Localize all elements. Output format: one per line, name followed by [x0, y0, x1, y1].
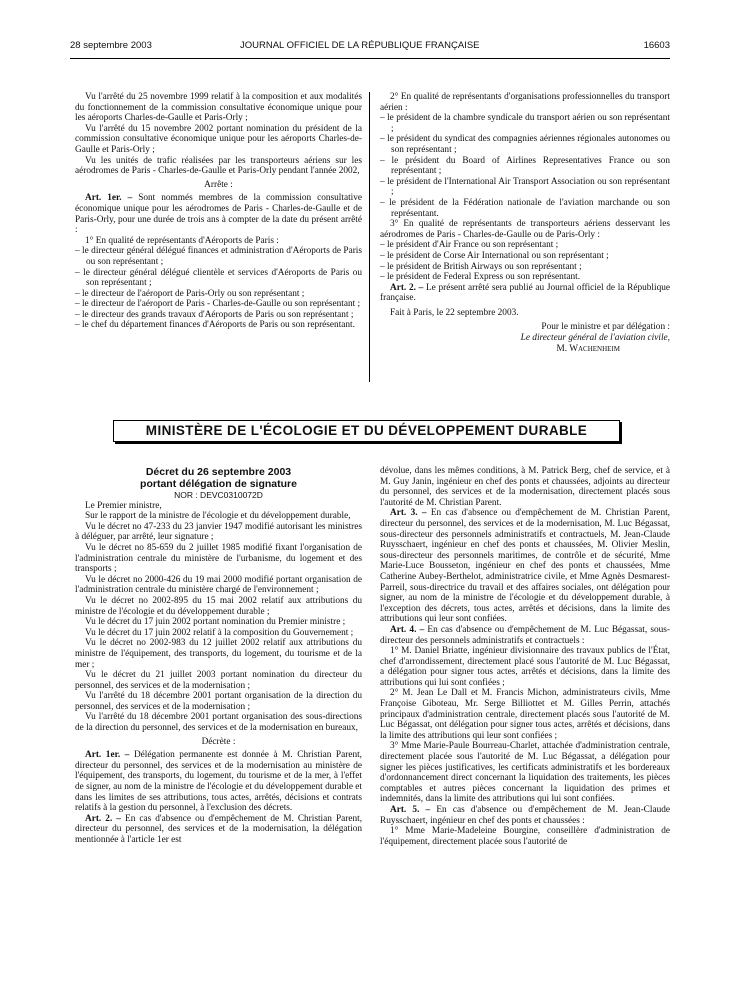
decree-article-3: [380, 508, 670, 625]
list-item: – le président du Board of Airlines Representatives France ou son représentant ;: [380, 155, 670, 177]
decree-subtitle: portant délégation de signature: [140, 478, 297, 490]
article-1: [75, 193, 362, 235]
decrete-heading: Décrète :: [201, 736, 236, 747]
visa: Vu l'arrêté du 18 décembre 2001 portant organisation des sous-directions de la direction du personnel, des services et de la modernisation en bureaux,: [75, 712, 362, 734]
bottom-right-column: [380, 466, 670, 847]
top-left-column: [75, 92, 362, 331]
arrete-heading: Arrête :: [204, 179, 233, 190]
paragraph: dévolue, dans les mêmes conditions, à M. Patrick Berg, chef de service, et à M. Guy Janin, ingénieur en chef des ponts et chaussées, adjoints au directeur du personnel, des services et de la modernisation, directement placés sous l'autorité de M. Christian Parent.: [380, 466, 670, 508]
list-item: – le président de l'International Air Transport Association ou son représentant ;: [380, 176, 670, 198]
article-text: En cas d'absence ou d'empêchement de M. Jean-Claude Ruysschaert, ingénieur en chef des ponts et chaussées :: [380, 805, 670, 826]
visa: Vu le décret du 17 juin 2002 portant nomination du Premier ministre ;: [85, 617, 346, 628]
article-text: En cas d'absence ou d'empêchement de M. Luc Bégassat, sous-directeur des personnels administratifs et contractuels :: [380, 624, 670, 646]
list-item: – le président d'Air France ou son représentant ;: [380, 240, 559, 251]
nor-reference: NOR : DEVC0310072D: [174, 490, 263, 500]
article-label: Art. 3. –: [390, 508, 427, 519]
article-label: Art. 1er. –: [85, 750, 130, 761]
decree-title: Décret du 26 septembre 2003: [145, 466, 292, 478]
list-item: – le directeur des grands travaux d'Aéroports de Paris ou son représentant ;: [75, 309, 354, 320]
visa: Vu l'arrêté du 25 novembre 1999 relatif à la composition et aux modalités du fonctionnement de la commission consultative économique unique pour les aéroports Charles-de-Gaulle et Paris-Orly ;: [75, 92, 362, 124]
page-header: [70, 40, 670, 56]
list-item: – le président de la chambre syndicale du transport aérien ou son représentant ;: [380, 113, 670, 134]
fait-line: Fait à Paris, le 22 septembre 2003.: [390, 307, 519, 318]
visa: Vu le décret du 17 juin 2002 relatif à la composition du Gouvernement ;: [85, 627, 354, 638]
decree-article-4: [380, 625, 670, 646]
header-journal-title: JOURNAL OFFICIEL DE LA RÉPUBLIQUE FRANÇAISE: [240, 40, 480, 51]
visa: Sur le rapport de la ministre de l'écologie et du développement durable,: [85, 511, 351, 522]
signature-name: M. Wachenheim: [556, 343, 620, 354]
header-date: 28 septembre 2003: [70, 40, 152, 51]
visa: Vu le décret du 21 juillet 2003 portant nomination du directeur du personnel, des services et de la modernisation ;: [75, 670, 362, 691]
article-label: Art. 5. –: [390, 805, 431, 815]
bottom-left-column: [75, 466, 362, 846]
header-page-number: 16603: [643, 40, 670, 51]
visa: Vu l'arrêté du 15 novembre 2002 portant nomination du président de la commission consultative économique unique pour les aéroports Charles-de-Gaulle et Paris-Orly ;: [75, 123, 362, 155]
article-text: En cas d'absence ou d'empêchement de M. Christian Parent, directeur du personnel, des services et de la modernisation, M. Luc Bégassat, sous-directeur des personnels administratifs et contractuels, M. Jean-Claude Ruysschaert, ingénieur en chef des ponts et chaussées, M. Olivier Meslin, sous-directeur des personnels maritimes, de contrôle et de sécurité, Mme Marie-Luce Bousseton, ingénieur en chef des ponts et chaussées, Mme Catherine Aubey-Berthelot, administratrice civile, et Mme Agnès Desmarest-Parreil, sous-directrice du travail et des affaires sociales, ont délégation pour signer, au nom de la ministre de l'écologie et du développement durable, à l'exception des décrets, tous actes, arrêtés et décisions, dans la limite des attributions qui leur sont confiées.: [380, 508, 670, 625]
signature-line: Pour le ministre et par délégation :: [541, 322, 670, 333]
visa: Vu les unités de trafic réalisées par les transporteurs aériens sur les aérodromes de Paris - Charles-de-Gaulle et Paris-Orly pendant l'année 2002,: [75, 155, 362, 177]
list-item: – le directeur de l'aéroport de Paris-Orly ou son représentant ;: [75, 288, 305, 299]
article-label: Art. 2. –: [390, 282, 424, 293]
list-item: 1° M. Daniel Briatte, ingénieur divisionnaire des travaux publics de l'État, chef d'arrondissement, directement placé sous l'autorité de M. Luc Bégassat, a délégation pour signer tous actes, arrêtés et décisions, dans la limite des attributions qui lui sont confiées ;: [380, 646, 670, 688]
ministry-banner: MINISTÈRE DE L'ÉCOLOGIE ET DU DÉVELOPPEMENT DURABLE: [113, 420, 620, 442]
visa: Vu le décret no 47-233 du 23 janvier 1947 modifié autorisant les ministres à déléguer, par arrêté, leur signature ;: [75, 521, 362, 543]
list-item: – le président de la Fédération nationale de l'aviation marchande ou son représentant.: [380, 197, 670, 219]
signature-title: Le directeur général de l'aviation civile,: [520, 333, 670, 344]
article-label: Art. 4. –: [390, 624, 425, 635]
paragraph: 1° En qualité de représentants d'Aéroports de Paris :: [85, 235, 279, 246]
list-item: – le directeur général délégué finances et administration d'Aéroports de Paris ou son représentant ;: [75, 246, 362, 267]
top-right-column: [380, 92, 670, 354]
list-item: 1° Mme Marie-Madeleine Bourgine, conseillère d'administration de l'équipement, directement placée sous l'autorité de: [380, 826, 670, 847]
list-item: – le président de Federal Express ou son représentant.: [380, 272, 581, 283]
decree-article-5: [380, 805, 670, 826]
visa: Le Premier ministre,: [85, 500, 162, 511]
list-item: 2° M. Jean Le Dall et M. Francis Michon, administrateurs civils, Mme Françoise Giboteau, Mr. Serge Billiottet et M. Gilles Perrin, attachés principaux d'administration centrale, directement placés sous l'autorité de M. Luc Bégassat, ont délégation pour signer tous actes, arrêtés et décisions, dans la limite des attributions qui leur sont confiées ;: [380, 688, 670, 741]
list-item: – le président de British Airways ou son représentant ;: [380, 261, 582, 272]
column-divider: [369, 92, 370, 382]
decree-article-2: [75, 814, 362, 846]
article-text: En cas d'absence ou d'empêchement de M. Christian Parent, directeur du personnel, des services et de la modernisation, la délégation mentionnée à l'article 1er est: [75, 813, 363, 845]
header-rule: [70, 58, 670, 59]
visa: Vu le décret no 2002-895 du 15 mai 2002 relatif aux attributions du ministre de l'écologie et du développement durable ;: [75, 595, 362, 617]
article-label: Art. 1er. –: [85, 193, 133, 204]
visa: Vu le décret no 2000-426 du 19 mai 2000 modifié portant organisation de l'administration centrale du ministère chargé de l'environnement ;: [75, 574, 362, 596]
article-text: Délégation permanente est donnée à M. Christian Parent, directeur du personnel, des services et de la modernisation au ministère de l'équipement, des transports, du logement, du tourisme et de la mer, à l'effet de signer, au nom de la ministre de l'écologie et du développement durable et dans les limites de ses attributions, tous actes, arrêtés, décisions et contrats relatifs à la gestion du personnel, à l'exclusion des décrets.: [75, 750, 362, 814]
list-item: – le président de Corse Air International ou son représentant ;: [380, 250, 609, 261]
paragraph: 2° En qualité de représentants d'organisations professionnelles du transport aérien :: [380, 92, 670, 113]
visa: Vu le décret no 85-659 du 2 juillet 1985 modifié fixant l'organisation de l'administration centrale du ministère de l'urbanisme, du logement et des transports ;: [75, 542, 362, 575]
visa: Vu l'arrêté du 18 décembre 2001 portant organisation de la direction du personnel, des services et de la modernisation ;: [75, 691, 362, 712]
list-item: – le directeur de l'aéroport de Paris - Charles-de-Gaulle ou son représentant ;: [75, 299, 361, 310]
list-item: – le président du syndicat des compagnies aériennes régionales autonomes ou son représentant ;: [380, 134, 670, 155]
article-label: Art. 2. –: [85, 813, 121, 824]
decree-article-1: [75, 750, 362, 814]
visa: Vu le décret no 2002-983 du 12 juillet 2002 relatif aux attributions du ministre de l'équipement, des transports, du logement, du tourisme et de la mer ;: [75, 638, 362, 670]
list-item: – le chef du département finances d'Aéroports de Paris ou son représentant.: [75, 320, 355, 331]
list-item: 3° Mme Marie-Paule Bourreau-Charlet, attachée d'administration centrale, directement placée sous l'autorité de M. Luc Bégassat, a délégation pour signer les pièces justificatives, les certificats administratifs et les bordereaux d'ordonnancement direct concernant la liquidation des traitements, les pièces comptables et autres pièces concernant la liquidation des primes et indemnités, dans la limite des attributions qui lui sont confiées.: [380, 741, 670, 805]
paragraph: 3° En qualité de représentants de transporteurs aériens desservant les aérodromes de Paris - Charles-de-Gaulle ou de Paris-Orly :: [380, 219, 670, 240]
article-text: Le présent arrêté sera publié au Journal officiel de la République française.: [380, 282, 670, 304]
article-2: [380, 283, 670, 304]
article-text: Sont nommés membres de la commission consultative économique unique pour les aérodromes de Paris - Charles-de-Gaulle et de Paris-Orly, pour une durée de trois ans à compter de la date du présent arrêté :: [75, 193, 363, 236]
list-item: – le directeur général délégué clientèle et services d'Aéroports de Paris ou son représentant ;: [75, 267, 362, 289]
